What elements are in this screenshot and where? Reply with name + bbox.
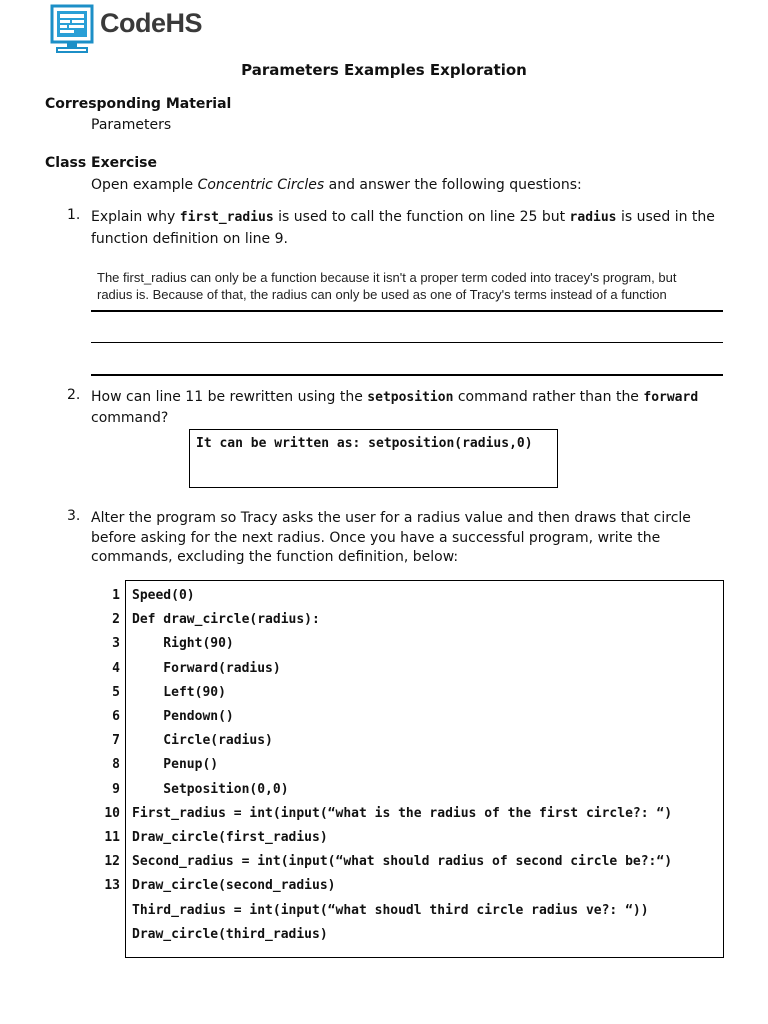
code-line-number: 11: [104, 830, 120, 845]
answer-line: [91, 374, 723, 376]
question-1-answer: The first_radius can only be a function because it isn't a proper term coded into tracey's program, but radius is. Because of that, the radius can only be used as one of Tracy's terms instead of a function: [97, 270, 677, 302]
code-line: Pendown(): [132, 709, 234, 724]
question-1-line1: Explain why first_radius is used to call the function on line 25 but radius is used in the: [91, 209, 715, 225]
page-title: Parameters Examples Exploration: [241, 61, 527, 79]
code-line-number: 2: [112, 612, 120, 628]
code-line-number: 9: [112, 781, 120, 797]
code-line: Penup(): [132, 757, 219, 773]
class-exercise-heading: Class Exercise: [45, 155, 157, 171]
answer-line: [91, 342, 723, 343]
code-line: Draw_circle(first_radius): [132, 830, 328, 845]
code-line: Setposition(0,0): [132, 781, 289, 797]
corresponding-material-item: Parameters: [91, 117, 172, 133]
code-line-number: 8: [112, 757, 120, 773]
code-line-number: 3: [112, 636, 120, 652]
code-line: Third_radius = int(input(“what shoudl third circle radius ve?: “)): [132, 902, 649, 918]
question-3-line1: Alter the program so Tracy asks the user for a radius value and then draws that circle: [91, 510, 691, 526]
answer-line: [91, 310, 723, 312]
question-3-line2: before asking for the next radius. Once you have a successful program, write the: [91, 530, 661, 546]
code-line-number: 4: [112, 660, 120, 676]
code-line: Left(90): [132, 684, 226, 700]
question-2-number: 2.: [67, 387, 81, 403]
code-line-number: 5: [112, 684, 120, 700]
class-exercise-intro: Open example Concentric Circles and answer the following questions:: [91, 177, 582, 193]
question-1-line2: function definition on line 9.: [91, 231, 288, 247]
corresponding-material-heading: Corresponding Material: [45, 96, 232, 112]
code-line: Forward(radius): [132, 660, 281, 676]
code-line-number: 10: [104, 805, 120, 821]
code-line: Def draw_circle(radius):: [132, 612, 320, 628]
code-line-number: 13: [104, 878, 120, 894]
question-3-line3: commands, excluding the function definition, below:: [91, 549, 459, 565]
question-3-number: 3.: [67, 508, 81, 524]
code-line: Right(90): [132, 636, 234, 652]
code-line: First_radius = int(input(“what is the radius of the first circle?: “): [132, 805, 673, 821]
code-line: Circle(radius): [132, 733, 273, 749]
code-line: Draw_circle(third_radius): [132, 926, 328, 942]
code-line-number: 1: [112, 588, 120, 603]
question-2-answer: It can be written as: setposition(radius,0): [196, 436, 533, 451]
question-1-number: 1.: [67, 207, 81, 223]
logo-text: CodeHS: [100, 8, 203, 38]
question-2-line2: command?: [91, 410, 169, 426]
code-line: Second_radius = int(input(“what should radius of second circle be?:“): [132, 854, 673, 870]
code-line-number: 6: [112, 709, 120, 724]
code-line: Speed(0): [132, 588, 195, 603]
question-2-answer-box: [189, 429, 558, 488]
code-line-number: 7: [112, 733, 120, 749]
question-2-line1: How can line 11 be rewritten using the setposition command rather than the forward: [91, 389, 699, 405]
code-line-number: 12: [104, 854, 120, 870]
code-line: Draw_circle(second_radius): [132, 878, 336, 894]
